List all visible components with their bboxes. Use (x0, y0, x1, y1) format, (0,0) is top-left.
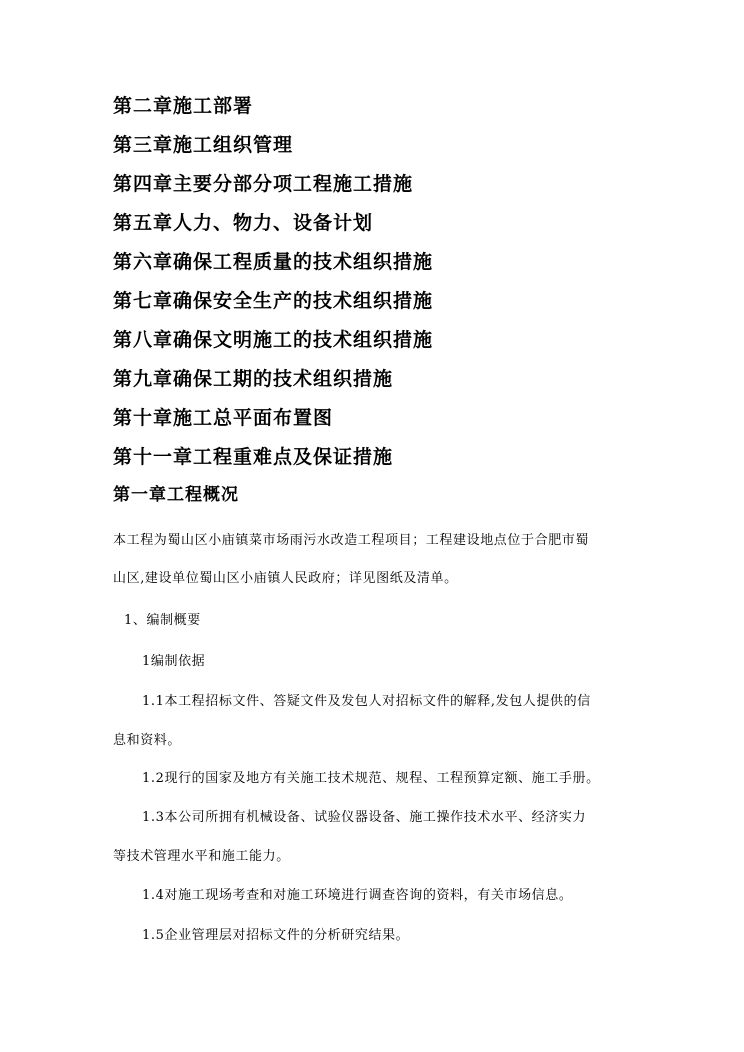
intro-paragraph-line: 山区,建设单位蜀山区小庙镇人民政府；详见图纸及清单。 (113, 571, 458, 586)
toc-item: 第十章施工总平面布置图 (113, 407, 334, 429)
basis-item-line: 等技术管理水平和施工能力。 (113, 849, 290, 864)
toc-item: 第四章主要分部分项工程施工措施 (113, 173, 414, 195)
basis-item-line: 1.2现行的国家及地方有关施工技术规范、规程、工程预算定额、施工手册。 (142, 771, 600, 786)
toc-item: 第十一章工程重难点及保证措施 (113, 446, 394, 468)
basis-item-line: 1.1本工程招标文件、答疑文件及发包人对招标文件的解释,发包人提供的信 (142, 694, 591, 709)
intro-paragraph-line: 本工程为蜀山区小庙镇菜市场雨污水改造工程项目；工程建设地点位于合肥市蜀 (113, 533, 590, 548)
basis-item-line: 息和资料。 (113, 733, 182, 748)
basis-item-line: 1.3本公司所拥有机械设备、试验仪器设备、施工操作技术水平、经济实力 (142, 810, 587, 825)
toc-item: 第二章施工部署 (113, 95, 254, 117)
section-heading: 1、编制概要 (124, 613, 201, 628)
basis-item-line: 1.5企业管理层对招标文件的分析研究结果。 (142, 928, 410, 943)
toc-item: 第八章确保文明施工的技术组织措施 (113, 329, 434, 351)
basis-item-line: 1.4对施工现场考查和对施工环境进行调查咨询的资料，有关市场信息。 (142, 888, 573, 903)
toc-item: 第五章人力、物力、设备计划 (113, 212, 374, 234)
toc-item: 第九章确保工期的技术组织措施 (113, 368, 394, 390)
toc-item: 第六章确保工程质量的技术组织措施 (113, 251, 434, 273)
subsection-heading: 1编制依据 (142, 654, 206, 669)
table-of-contents (113, 92, 433, 482)
toc-item: 第七章确保安全生产的技术组织措施 (113, 290, 434, 312)
chapter-heading: 第一章工程概况 (113, 485, 239, 505)
toc-item: 第三章施工组织管理 (113, 134, 294, 156)
